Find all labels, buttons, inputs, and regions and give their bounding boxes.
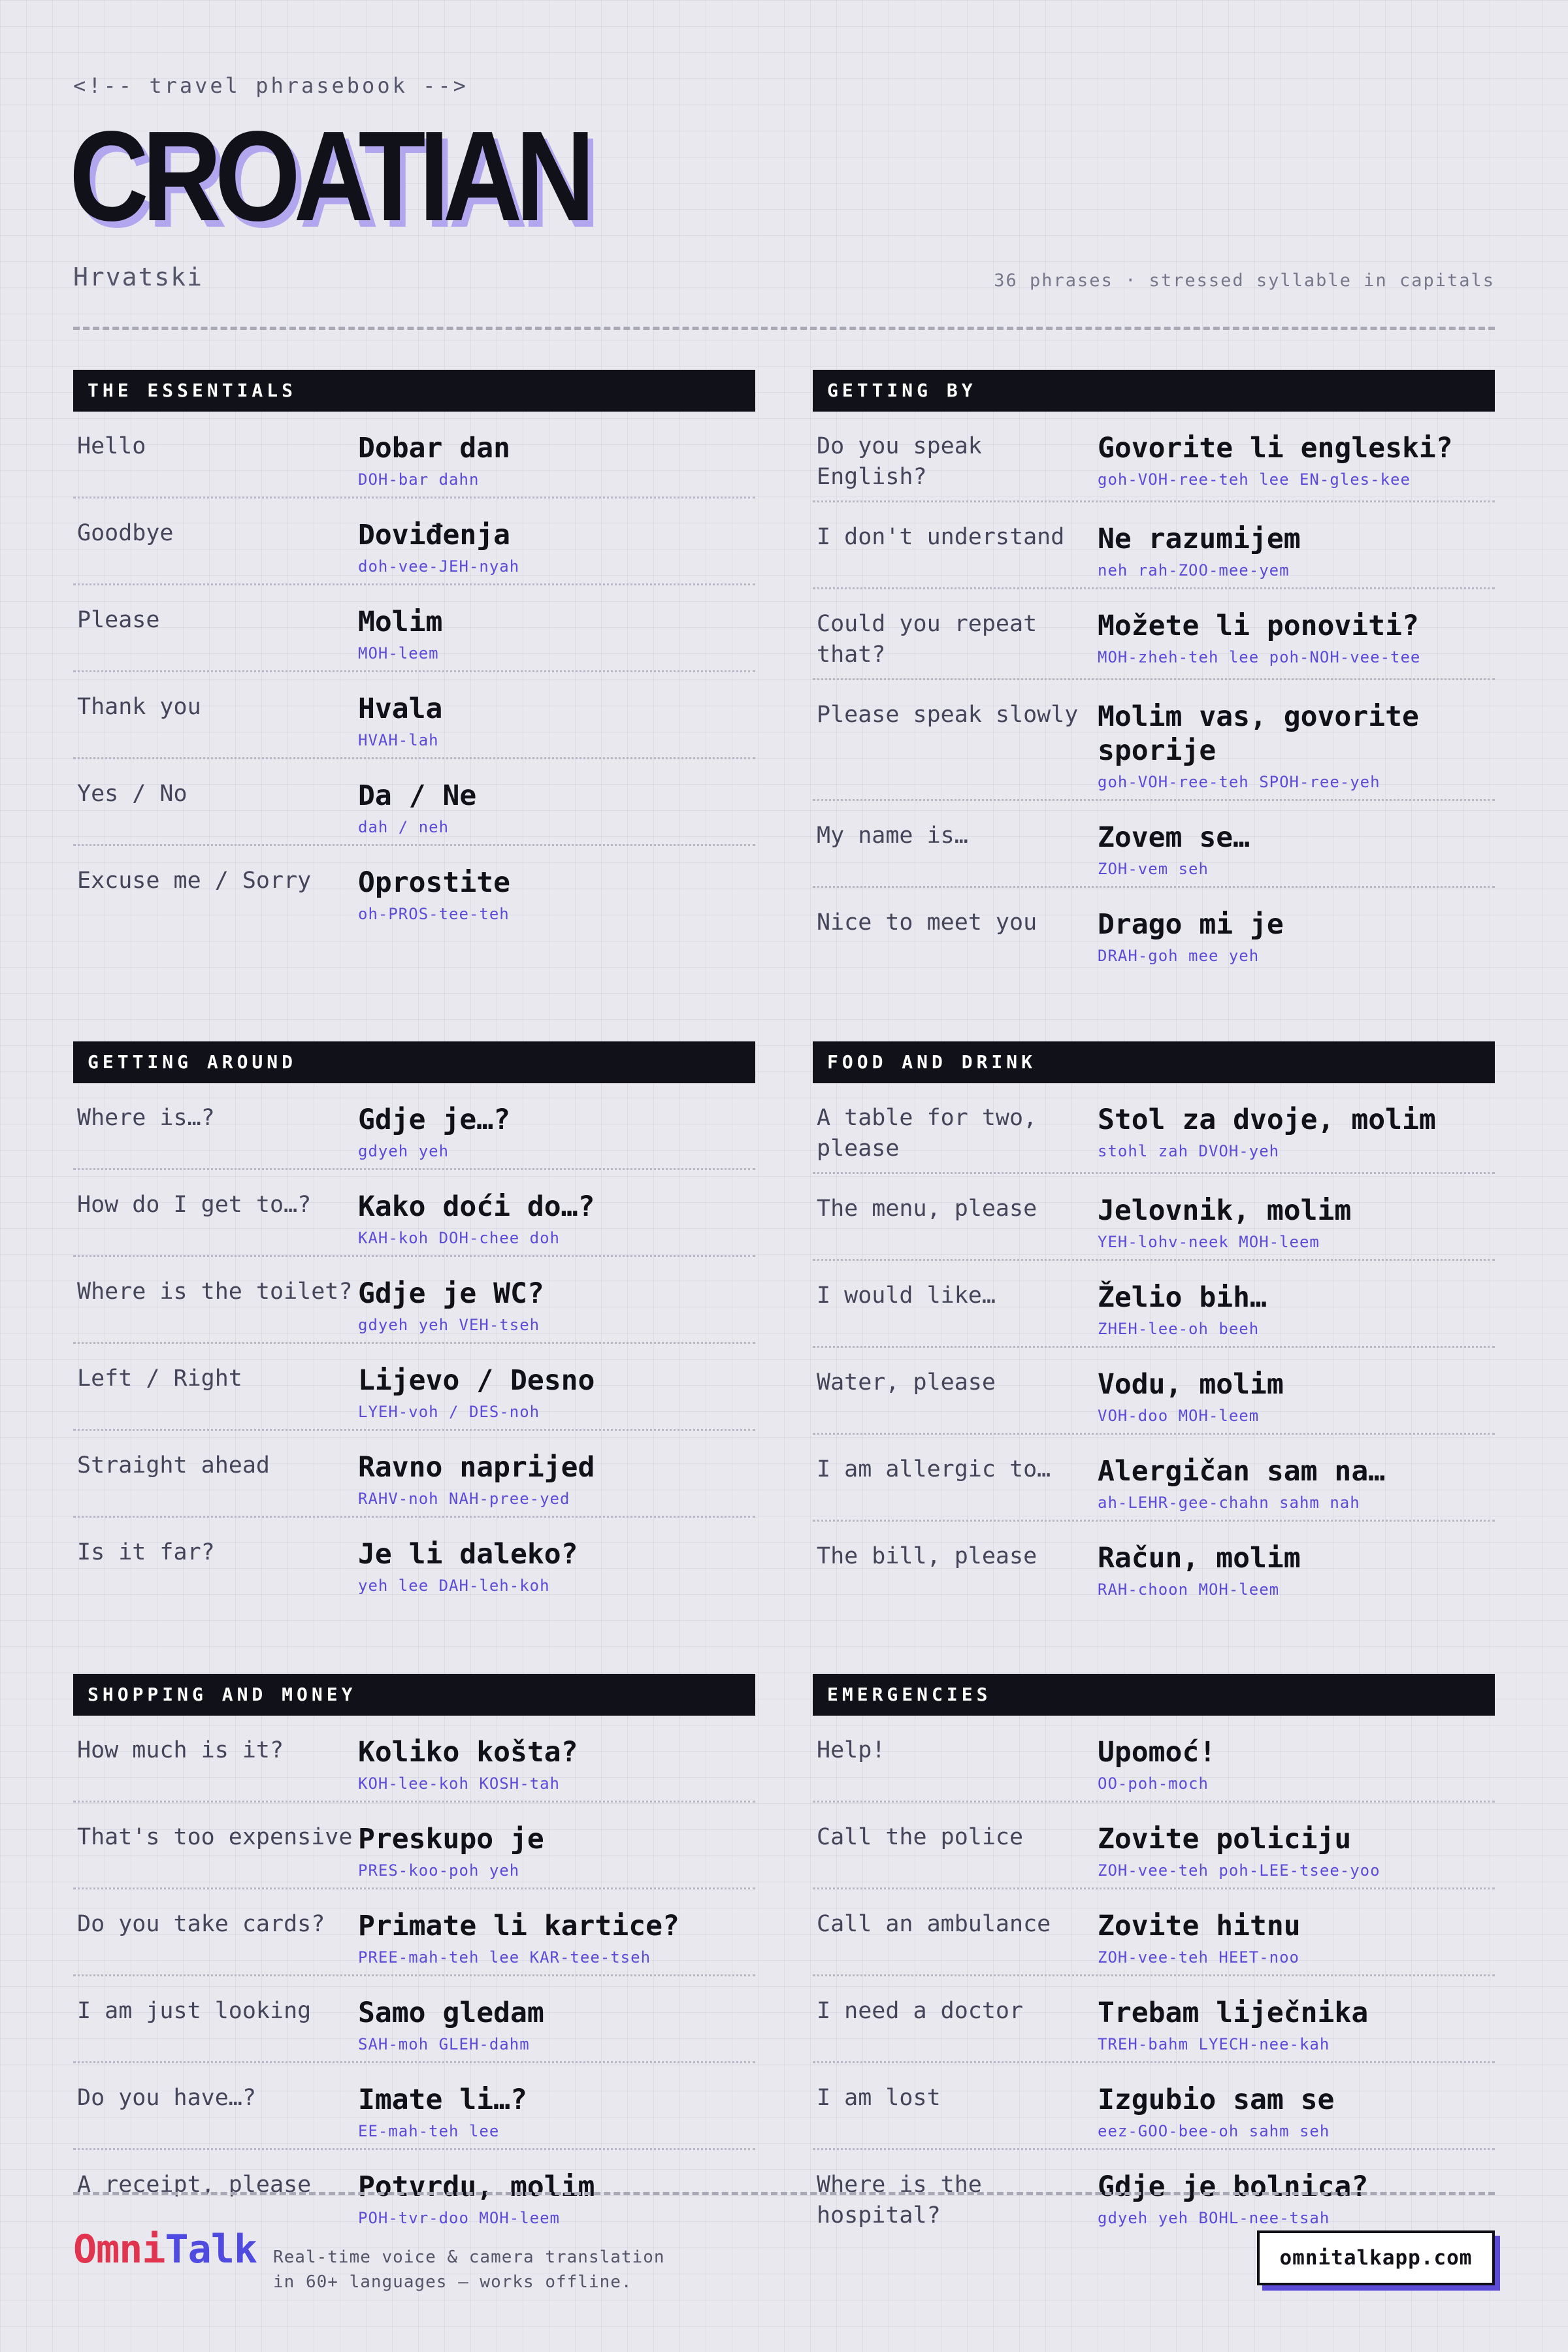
pronunciation: gdyeh yeh bbox=[358, 1142, 449, 1160]
translation-block bbox=[358, 605, 755, 662]
translation-block bbox=[1098, 2083, 1495, 2140]
croatian-phrase: Preskupo je bbox=[358, 1823, 544, 1855]
english-phrase: Straight ahead bbox=[77, 1452, 270, 1478]
english-phrase: I need a doctor bbox=[817, 1998, 1024, 2024]
english-phrase: How do I get to…? bbox=[77, 1192, 312, 1218]
translation-block bbox=[358, 692, 755, 749]
croatian-phrase: Koliko košta? bbox=[358, 1736, 578, 1769]
croatian-phrase: Imate li…? bbox=[358, 2083, 527, 2116]
translation-block bbox=[1098, 609, 1495, 666]
translation-block bbox=[358, 1735, 755, 1793]
croatian-phrase: Je li daleko? bbox=[358, 1538, 578, 1571]
english-phrase: Call an ambulance bbox=[817, 1911, 1051, 1937]
croatian-phrase: Izgubio sam se bbox=[1098, 2083, 1335, 2116]
translation-block bbox=[358, 1822, 755, 1880]
section-header: SHOPPING AND MONEY bbox=[73, 1674, 755, 1716]
translation-block bbox=[358, 779, 755, 836]
phrase-row bbox=[813, 1803, 1495, 1889]
translation-block bbox=[1098, 431, 1495, 489]
pronunciation: MOH-zheh-teh lee poh-NOH-vee-tee bbox=[1098, 648, 1421, 666]
phrase-row bbox=[73, 1170, 755, 1257]
croatian-phrase: Upomoć! bbox=[1098, 1736, 1217, 1769]
phrase-row bbox=[73, 585, 755, 672]
pronunciation: OO-poh-moch bbox=[1098, 1774, 1209, 1793]
phrase-section bbox=[813, 370, 1495, 973]
croatian-phrase: Doviđenja bbox=[358, 519, 510, 551]
translation-block bbox=[358, 1450, 755, 1508]
croatian-phrase: Možete li ponoviti? bbox=[1098, 610, 1419, 642]
pronunciation: goh-VOH-ree-teh SPOH-ree-yeh bbox=[1098, 773, 1380, 791]
croatian-phrase: Jelovnik, molim bbox=[1098, 1194, 1352, 1227]
translation-block bbox=[1098, 1822, 1495, 1880]
phrase-row bbox=[813, 1522, 1495, 1607]
croatian-phrase: Gdje je bolnica? bbox=[1098, 2170, 1369, 2203]
english-phrase: Help! bbox=[817, 1737, 886, 1763]
bottom-divider bbox=[73, 2192, 1495, 2195]
english-phrase: How much is it? bbox=[77, 1737, 284, 1763]
english-phrase: Where is the toilet? bbox=[77, 1279, 353, 1305]
phrase-row bbox=[813, 1716, 1495, 1803]
pronunciation: DOH-bar dahn bbox=[358, 470, 480, 489]
pronunciation: stohl zah DVOH-yeh bbox=[1098, 1142, 1280, 1160]
section-header: GETTING AROUND bbox=[73, 1041, 755, 1083]
phrase-row bbox=[813, 1174, 1495, 1261]
english-phrase: Is it far? bbox=[77, 1539, 215, 1565]
translation-block bbox=[358, 1364, 755, 1421]
phrase-row bbox=[73, 498, 755, 585]
english-phrase: I am allergic to… bbox=[817, 1456, 1051, 1482]
croatian-phrase: Potvrdu, molim bbox=[358, 2170, 595, 2203]
phrase-row bbox=[813, 412, 1495, 502]
english-phrase: Goodbye bbox=[77, 520, 174, 546]
translation-block bbox=[1098, 1194, 1495, 1251]
english-phrase: Left / Right bbox=[77, 1365, 242, 1392]
english-phrase: Water, please bbox=[817, 1369, 996, 1396]
croatian-phrase: Oprostite bbox=[358, 866, 510, 899]
croatian-phrase: Molim bbox=[358, 606, 443, 638]
phrase-section bbox=[73, 370, 755, 931]
english-phrase: Do you have…? bbox=[77, 2085, 256, 2111]
pronunciation: RAH-choon MOH-leem bbox=[1098, 1580, 1280, 1599]
phrase-row bbox=[813, 589, 1495, 680]
section-header: THE ESSENTIALS bbox=[73, 370, 755, 412]
pronunciation: dah / neh bbox=[358, 818, 449, 836]
pronunciation: KAH-koh DOH-chee doh bbox=[358, 1229, 560, 1247]
pronunciation: goh-VOH-ree-teh lee EN-gles-kee bbox=[1098, 470, 1411, 489]
pronunciation: HVAH-lah bbox=[358, 731, 439, 749]
phrase-row bbox=[73, 1518, 755, 1603]
pronunciation: gdyeh yeh VEH-tseh bbox=[358, 1316, 540, 1334]
translation-block bbox=[1098, 1735, 1495, 1793]
croatian-phrase: Kako doći do…? bbox=[358, 1190, 595, 1223]
translation-block bbox=[358, 518, 755, 576]
translation-block bbox=[1098, 522, 1495, 580]
english-phrase: I don't understand bbox=[817, 524, 1065, 550]
translation-block bbox=[1098, 1454, 1495, 1512]
english-phrase: A table for two, please bbox=[817, 1105, 1037, 1162]
english-phrase: Do you speak English? bbox=[817, 433, 982, 490]
pronunciation: YEH-lohv-neek MOH-leem bbox=[1098, 1233, 1320, 1251]
brand-logo bbox=[73, 2227, 257, 2272]
croatian-phrase: Gdje je…? bbox=[358, 1103, 510, 1136]
phrase-row bbox=[73, 759, 755, 846]
phrase-row bbox=[73, 1889, 755, 1976]
phrase-row bbox=[813, 1976, 1495, 2063]
phrase-row bbox=[813, 1889, 1495, 1976]
phrase-section bbox=[73, 1674, 755, 2235]
translation-block bbox=[1098, 700, 1495, 791]
pronunciation: oh-PROS-tee-teh bbox=[358, 905, 510, 923]
english-phrase: I am just looking bbox=[77, 1998, 312, 2024]
translation-block bbox=[1098, 821, 1495, 878]
phrase-row bbox=[813, 1083, 1495, 1174]
section-header: FOOD AND DRINK bbox=[813, 1041, 1495, 1083]
croatian-phrase: Primate li kartice? bbox=[358, 1910, 679, 1942]
brand-logo-part2: Talk bbox=[165, 2227, 257, 2272]
phrase-row bbox=[73, 2063, 755, 2150]
pronunciation: DRAH-goh mee yeh bbox=[1098, 947, 1260, 965]
section-header: GETTING BY bbox=[813, 370, 1495, 412]
phrase-row bbox=[73, 1976, 755, 2063]
english-phrase: I am lost bbox=[817, 2085, 941, 2111]
pronunciation: ZOH-vee-teh poh-LEE-tsee-yoo bbox=[1098, 1861, 1380, 1880]
phrase-row bbox=[813, 1348, 1495, 1435]
phrase-row bbox=[73, 846, 755, 931]
translation-block bbox=[358, 2170, 755, 2227]
phrase-count-note: 36 phrases · stressed syllable in capitals bbox=[994, 270, 1495, 291]
croatian-phrase: Da / Ne bbox=[358, 779, 477, 812]
english-phrase: Could you repeat that? bbox=[817, 611, 1037, 668]
phrase-row bbox=[813, 1261, 1495, 1348]
pronunciation: ah-LEHR-gee-chahn sahm nah bbox=[1098, 1494, 1360, 1512]
page-subtitle: Hrvatski bbox=[73, 263, 204, 291]
phrase-row bbox=[73, 412, 755, 498]
pronunciation: VOH-doo MOH-leem bbox=[1098, 1407, 1260, 1425]
pronunciation: LYEH-voh / DES-noh bbox=[358, 1403, 540, 1421]
croatian-phrase: Hvala bbox=[358, 693, 443, 725]
translation-block bbox=[358, 1996, 755, 2053]
translation-block bbox=[358, 866, 755, 923]
pronunciation: gdyeh yeh BOHL-nee-tsah bbox=[1098, 2209, 1330, 2227]
croatian-phrase: Račun, molim bbox=[1098, 1542, 1301, 1575]
english-phrase: That's too expensive bbox=[77, 1824, 353, 1850]
translation-block bbox=[358, 1537, 755, 1595]
translation-block bbox=[1098, 1909, 1495, 1967]
translation-block bbox=[358, 1277, 755, 1334]
translation-block bbox=[1098, 1367, 1495, 1425]
translation-block bbox=[358, 1190, 755, 1247]
croatian-phrase: Trebam liječnika bbox=[1098, 1997, 1369, 2029]
pronunciation: KOH-lee-koh KOSH-tah bbox=[358, 1774, 560, 1793]
croatian-phrase: Zovem se… bbox=[1098, 821, 1250, 854]
croatian-phrase: Alergičan sam na… bbox=[1098, 1455, 1386, 1488]
phrase-row bbox=[813, 888, 1495, 973]
english-phrase: Yes / No bbox=[77, 781, 188, 807]
croatian-phrase: Vodu, molim bbox=[1098, 1368, 1284, 1401]
croatian-phrase: Ravno naprijed bbox=[358, 1451, 595, 1484]
english-phrase: I would like… bbox=[817, 1282, 996, 1309]
translation-block bbox=[1098, 1103, 1495, 1160]
english-phrase: My name is… bbox=[817, 823, 968, 849]
phrase-section bbox=[813, 1041, 1495, 1607]
pronunciation: TREH-bahm LYECH-nee-kah bbox=[1098, 2035, 1330, 2053]
english-phrase: Please bbox=[77, 607, 160, 633]
pronunciation: ZHEH-lee-oh beeh bbox=[1098, 1320, 1260, 1338]
footer bbox=[73, 2227, 1495, 2298]
croatian-phrase: Govorite li engleski? bbox=[1098, 432, 1453, 465]
croatian-phrase: Dobar dan bbox=[358, 432, 510, 465]
phrase-row bbox=[73, 1716, 755, 1803]
translation-block bbox=[1098, 2170, 1495, 2227]
phrase-row bbox=[73, 1803, 755, 1889]
croatian-phrase: Ne razumijem bbox=[1098, 523, 1301, 555]
pronunciation: PRES-koo-poh yeh bbox=[358, 1861, 520, 1880]
website-link-button[interactable]: omnitalkapp.com bbox=[1257, 2230, 1495, 2285]
english-phrase: Hello bbox=[77, 433, 146, 459]
translation-block bbox=[358, 431, 755, 489]
pronunciation: ZOH-vee-teh HEET-noo bbox=[1098, 1948, 1299, 1967]
english-phrase: Excuse me / Sorry bbox=[77, 868, 312, 894]
translation-block bbox=[1098, 1541, 1495, 1599]
phrase-row bbox=[73, 1257, 755, 1344]
phrase-row bbox=[73, 1083, 755, 1170]
brand-logo-part1: Omni bbox=[73, 2227, 165, 2272]
phrase-row bbox=[813, 1435, 1495, 1522]
phrase-row bbox=[813, 502, 1495, 589]
pronunciation: SAH-moh GLEH-dahm bbox=[358, 2035, 530, 2053]
pronunciation: yeh lee DAH-leh-koh bbox=[358, 1576, 550, 1595]
croatian-phrase: Stol za dvoje, molim bbox=[1098, 1103, 1436, 1136]
pronunciation: RAHV-noh NAH-pree-yed bbox=[358, 1490, 570, 1508]
translation-block bbox=[358, 1103, 755, 1160]
croatian-phrase: Molim vas, govorite sporije bbox=[1098, 700, 1419, 767]
pronunciation: neh rah-ZOO-mee-yem bbox=[1098, 561, 1290, 580]
croatian-phrase: Zovite hitnu bbox=[1098, 1910, 1301, 1942]
english-phrase: Where is…? bbox=[77, 1105, 215, 1131]
english-phrase: Nice to meet you bbox=[817, 909, 1037, 936]
pronunciation: MOH-leem bbox=[358, 644, 439, 662]
translation-block bbox=[1098, 1281, 1495, 1338]
phrase-row bbox=[813, 801, 1495, 888]
croatian-phrase: Lijevo / Desno bbox=[358, 1364, 595, 1397]
header-comment: <!-- travel phrasebook --> bbox=[73, 73, 468, 98]
croatian-phrase: Zovite policiju bbox=[1098, 1823, 1352, 1855]
translation-block bbox=[358, 1909, 755, 1967]
page-title: CROATIAN bbox=[69, 105, 589, 248]
english-phrase: A receipt, please bbox=[77, 2172, 312, 2198]
section-header: EMERGENCIES bbox=[813, 1674, 1495, 1716]
top-divider bbox=[73, 327, 1495, 330]
croatian-phrase: Gdje je WC? bbox=[358, 1277, 544, 1310]
english-phrase: Where is the hospital? bbox=[817, 2172, 982, 2229]
footer-tagline bbox=[273, 2245, 665, 2295]
pronunciation: EE-mah-teh lee bbox=[358, 2122, 500, 2140]
english-phrase: Please speak slowly bbox=[817, 702, 1079, 728]
phrase-row bbox=[73, 1431, 755, 1518]
translation-block bbox=[1098, 1996, 1495, 2053]
pronunciation: POH-tvr-doo MOH-leem bbox=[358, 2209, 560, 2227]
translation-block bbox=[358, 2083, 755, 2140]
croatian-phrase: Želio bih… bbox=[1098, 1281, 1267, 1314]
croatian-phrase: Drago mi je bbox=[1098, 908, 1284, 941]
english-phrase: The menu, please bbox=[817, 1196, 1037, 1222]
tagline-line-2: in 60+ languages — works offline. bbox=[273, 2272, 632, 2292]
english-phrase: Thank you bbox=[77, 694, 201, 720]
english-phrase: The bill, please bbox=[817, 1543, 1037, 1569]
phrase-row bbox=[73, 672, 755, 759]
tagline-line-1: Real-time voice & camera translation bbox=[273, 2247, 665, 2267]
phrasebook-page bbox=[69, 0, 1495, 2352]
phrase-section bbox=[73, 1041, 755, 1603]
croatian-phrase: Samo gledam bbox=[358, 1997, 544, 2029]
pronunciation: PREE-mah-teh lee KAR-tee-tseh bbox=[358, 1948, 651, 1967]
phrase-row bbox=[813, 2063, 1495, 2150]
pronunciation: doh-vee-JEH-nyah bbox=[358, 557, 520, 576]
phrase-row bbox=[73, 1344, 755, 1431]
phrase-section bbox=[813, 1674, 1495, 2239]
english-phrase: Do you take cards? bbox=[77, 1911, 325, 1937]
translation-block bbox=[1098, 907, 1495, 965]
english-phrase: Call the police bbox=[817, 1824, 1024, 1850]
pronunciation: ZOH-vem seh bbox=[1098, 860, 1209, 878]
phrase-row bbox=[813, 680, 1495, 801]
pronunciation: eez-GOO-bee-oh sahm seh bbox=[1098, 2122, 1330, 2140]
